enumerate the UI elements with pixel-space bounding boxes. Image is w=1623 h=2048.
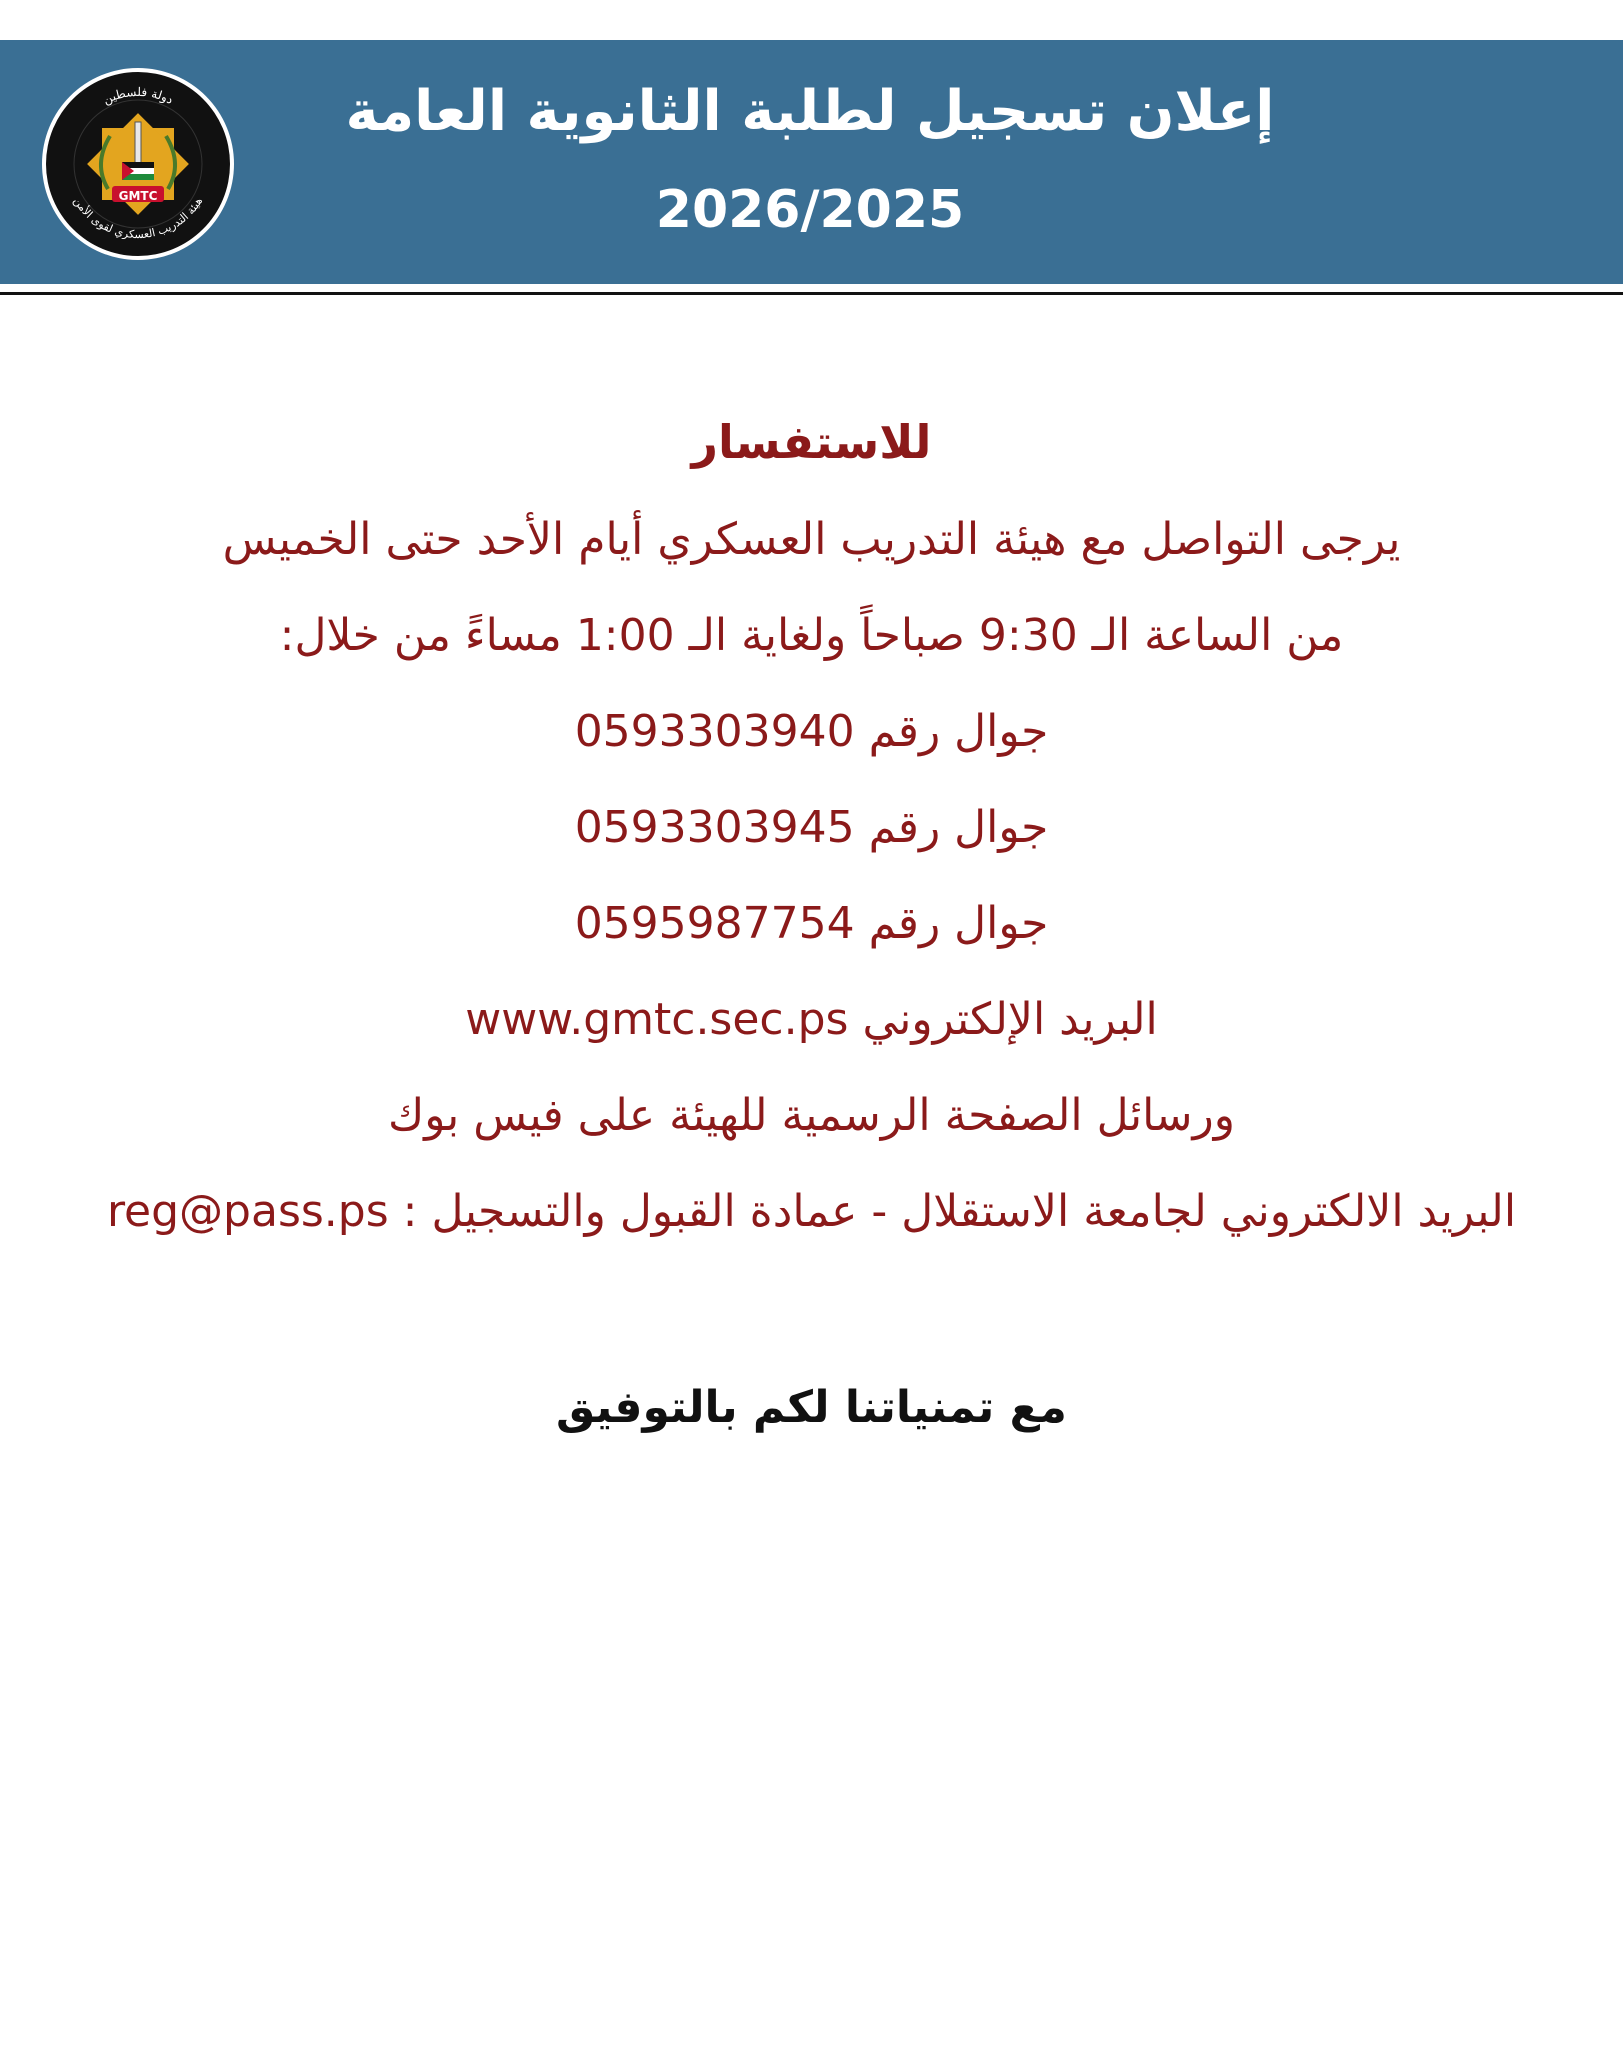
academic-year: 2026/2025 (655, 180, 965, 240)
logo-badge: GMTC (118, 189, 158, 203)
closing-wishes: مع تمنياتنا لكم بالتوفيق (556, 1382, 1067, 1433)
contact-time-line: من الساعة الـ 9:30 صباحاً ولغاية الـ 1:00 مساءً من خلال: (279, 610, 1344, 661)
phone-number-2: جوال رقم 0593303945 (574, 802, 1049, 853)
logo-top-text: دولة فلسطين (100, 84, 176, 107)
gmtc-emblem-icon (40, 66, 236, 262)
phone-number-1: جوال رقم 0593303940 (574, 706, 1049, 757)
inquiry-heading: للاستفسار (691, 415, 932, 469)
facebook-line: ورسائل الصفحة الرسمية للهيئة على فيس بوك (388, 1090, 1235, 1141)
announcement-title: إعلان تسجيل لطلبة الثانوية العامة (345, 79, 1275, 144)
contact-hours-line: يرجى التواصل مع هيئة التدريب العسكري أيام الأحد حتى الخميس (222, 514, 1401, 565)
phone-number-3: جوال رقم 0595987754 (574, 898, 1049, 949)
logo-bottom-text: هيئة التدريب العسكري لقوى الأمن (70, 194, 206, 242)
university-email-line: البريد الالكتروني لجامعة الاستقلال - عمادة القبول والتسجيل : reg@pass.ps (106, 1186, 1517, 1237)
header-divider (0, 292, 1623, 295)
website-line: البريد الإلكتروني www.gmtc.sec.ps (465, 994, 1158, 1045)
